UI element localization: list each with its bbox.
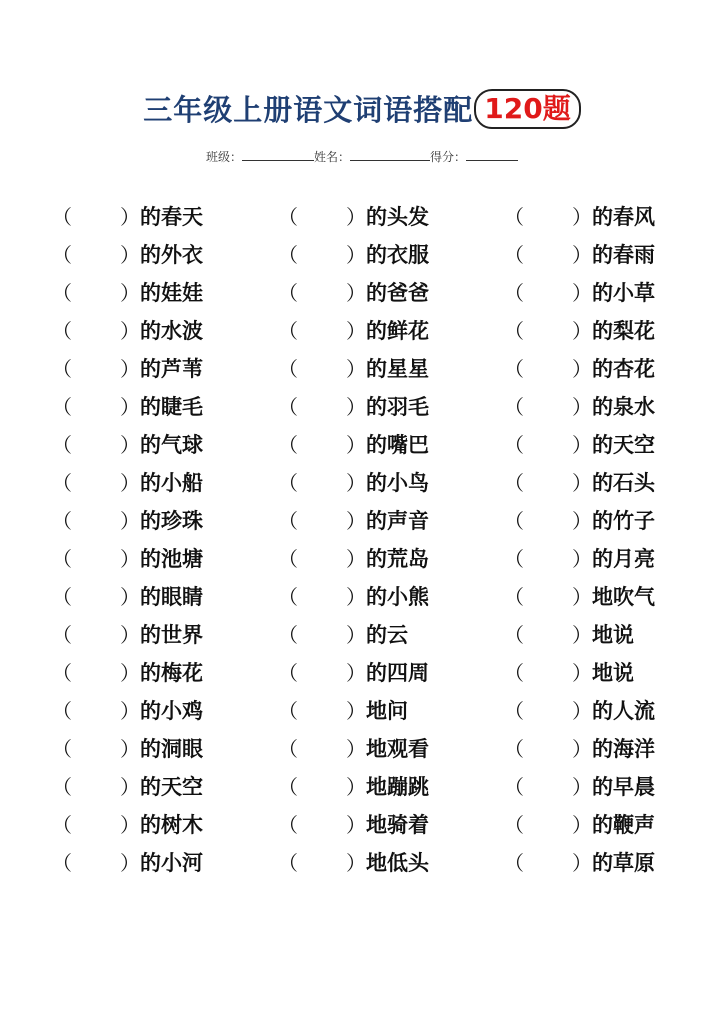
answer-blank-close: ）	[572, 547, 592, 571]
answer-blank-open[interactable]: （	[52, 509, 72, 533]
score-field[interactable]	[466, 148, 518, 161]
phrase-word: 的树木	[140, 813, 203, 837]
phrase-word: 的春天	[140, 205, 203, 229]
phrase-word: 的梨花	[592, 319, 655, 343]
phrase-word: 的小河	[140, 851, 203, 875]
phrase-word: 的云	[366, 623, 408, 647]
exercise-row	[0, 540, 724, 578]
answer-blank-open[interactable]: （	[52, 433, 72, 457]
answer-blank-close: ）	[572, 775, 592, 799]
answer-blank-close: ）	[346, 281, 366, 305]
answer-blank-close: ）	[346, 813, 366, 837]
exercise-row	[0, 312, 724, 350]
answer-blank-open[interactable]: （	[52, 205, 72, 229]
worksheet-title	[0, 88, 724, 129]
answer-blank-open[interactable]: （	[52, 395, 72, 419]
answer-blank-open[interactable]: （	[504, 433, 524, 457]
answer-blank-open[interactable]: （	[52, 775, 72, 799]
answer-blank-open[interactable]: （	[504, 243, 524, 267]
phrase-word: 的鞭声	[592, 813, 655, 837]
page-title: 三年级上册语文词语搭配	[143, 93, 474, 127]
phrase-word: 的衣服	[366, 243, 429, 267]
answer-blank-close: ）	[346, 509, 366, 533]
answer-blank-close: ）	[346, 243, 366, 267]
answer-blank-open[interactable]: （	[504, 547, 524, 571]
answer-blank-open[interactable]: （	[278, 319, 298, 343]
phrase-word: 地骑着	[366, 813, 429, 837]
answer-blank-close: ）	[120, 851, 140, 875]
phrase-word: 的草原	[592, 851, 655, 875]
phrase-word: 的洞眼	[140, 737, 203, 761]
answer-blank-close: ）	[572, 699, 592, 723]
exercise-row	[0, 274, 724, 312]
answer-blank-open[interactable]: （	[52, 661, 72, 685]
answer-blank-close: ）	[572, 509, 592, 533]
phrase-word: 的声音	[366, 509, 429, 533]
answer-blank-open[interactable]: （	[278, 243, 298, 267]
exercise-row	[0, 730, 724, 768]
answer-blank-close: ）	[346, 851, 366, 875]
answer-blank-open[interactable]: （	[278, 509, 298, 533]
answer-blank-close: ）	[346, 205, 366, 229]
exercise-row	[0, 692, 724, 730]
phrase-word: 的珍珠	[140, 509, 203, 533]
answer-blank-open[interactable]: （	[278, 585, 298, 609]
exercise-row	[0, 350, 724, 388]
phrase-word: 的小船	[140, 471, 203, 495]
exercise-row	[0, 578, 724, 616]
name-label: 姓名：	[313, 150, 350, 164]
phrase-word: 的星星	[366, 357, 429, 381]
phrase-word: 的天空	[592, 433, 655, 457]
phrase-word: 的四周	[366, 661, 429, 685]
phrase-word: 的头发	[366, 205, 429, 229]
answer-blank-open[interactable]: （	[278, 357, 298, 381]
answer-blank-close: ）	[120, 813, 140, 837]
answer-blank-open[interactable]: （	[52, 699, 72, 723]
answer-blank-close: ）	[346, 775, 366, 799]
answer-blank-close: ）	[572, 737, 592, 761]
answer-blank-open[interactable]: （	[278, 471, 298, 495]
answer-blank-close: ）	[120, 547, 140, 571]
class-field[interactable]	[242, 148, 314, 161]
phrase-word: 的芦苇	[140, 357, 203, 381]
answer-blank-close: ）	[572, 623, 592, 647]
answer-blank-open[interactable]: （	[504, 813, 524, 837]
phrase-word: 的娃娃	[140, 281, 203, 305]
phrase-word: 地吹气	[592, 585, 655, 609]
answer-blank-open[interactable]: （	[504, 585, 524, 609]
phrase-word: 的鲜花	[366, 319, 429, 343]
phrase-word: 的春风	[592, 205, 655, 229]
score-label: 得分：	[430, 150, 467, 164]
answer-blank-open[interactable]: （	[52, 585, 72, 609]
phrase-word: 的石头	[592, 471, 655, 495]
answer-blank-close: ）	[120, 585, 140, 609]
phrase-word: 的外衣	[140, 243, 203, 267]
answer-blank-open[interactable]: （	[278, 433, 298, 457]
answer-blank-close: ）	[120, 661, 140, 685]
answer-blank-close: ）	[572, 433, 592, 457]
phrase-word: 的羽毛	[366, 395, 429, 419]
answer-blank-open[interactable]: （	[52, 851, 72, 875]
answer-blank-close: ）	[346, 547, 366, 571]
answer-blank-close: ）	[120, 775, 140, 799]
phrase-word: 的春雨	[592, 243, 655, 267]
answer-blank-open[interactable]: （	[52, 357, 72, 381]
phrase-word: 的爸爸	[366, 281, 429, 305]
answer-blank-close: ）	[572, 471, 592, 495]
answer-blank-open[interactable]: （	[504, 699, 524, 723]
answer-blank-open[interactable]: （	[504, 661, 524, 685]
phrase-word: 的小草	[592, 281, 655, 305]
answer-blank-open[interactable]: （	[52, 547, 72, 571]
phrase-word: 的水波	[140, 319, 203, 343]
answer-blank-open[interactable]: （	[52, 319, 72, 343]
phrase-word: 的睫毛	[140, 395, 203, 419]
answer-blank-close: ）	[346, 319, 366, 343]
answer-blank-open[interactable]: （	[278, 699, 298, 723]
phrase-word: 地低头	[366, 851, 429, 875]
answer-blank-open[interactable]: （	[504, 623, 524, 647]
phrase-word: 地观看	[366, 737, 429, 761]
answer-blank-close: ）	[346, 699, 366, 723]
phrase-word: 的嘴巴	[366, 433, 429, 457]
answer-blank-open[interactable]: （	[52, 243, 72, 267]
answer-blank-close: ）	[346, 395, 366, 419]
answer-blank-open[interactable]: （	[278, 547, 298, 571]
answer-blank-close: ）	[572, 395, 592, 419]
phrase-word: 地说	[592, 661, 634, 685]
answer-blank-open[interactable]: （	[278, 775, 298, 799]
answer-blank-open[interactable]: （	[52, 281, 72, 305]
answer-blank-open[interactable]: （	[504, 395, 524, 419]
phrase-word: 的荒岛	[366, 547, 429, 571]
answer-blank-open[interactable]: （	[278, 281, 298, 305]
exercise-row	[0, 388, 724, 426]
answer-blank-close: ）	[120, 281, 140, 305]
answer-blank-close: ）	[346, 357, 366, 381]
phrase-word: 的眼睛	[140, 585, 203, 609]
phrase-word: 地说	[592, 623, 634, 647]
answer-blank-open[interactable]: （	[52, 623, 72, 647]
answer-blank-close: ）	[120, 623, 140, 647]
answer-blank-open[interactable]: （	[504, 471, 524, 495]
answer-blank-open[interactable]: （	[52, 737, 72, 761]
exercise-row	[0, 616, 724, 654]
answer-blank-close: ）	[572, 813, 592, 837]
phrase-word: 的人流	[592, 699, 655, 723]
answer-blank-open[interactable]: （	[278, 737, 298, 761]
answer-blank-open[interactable]: （	[504, 775, 524, 799]
answer-blank-close: ）	[120, 357, 140, 381]
answer-blank-close: ）	[120, 319, 140, 343]
answer-blank-open[interactable]: （	[278, 205, 298, 229]
phrase-word: 的早晨	[592, 775, 655, 799]
phrase-word: 的小鸟	[366, 471, 429, 495]
answer-blank-close: ）	[120, 243, 140, 267]
phrase-word: 的气球	[140, 433, 203, 457]
answer-blank-close: ）	[572, 357, 592, 381]
exercise-row	[0, 844, 724, 882]
answer-blank-open[interactable]: （	[278, 851, 298, 875]
answer-blank-close: ）	[120, 699, 140, 723]
phrase-word: 地问	[366, 699, 408, 723]
answer-blank-close: ）	[120, 471, 140, 495]
exercise-row	[0, 464, 724, 502]
answer-blank-close: ）	[572, 661, 592, 685]
exercise-row	[0, 198, 724, 236]
exercise-row	[0, 502, 724, 540]
answer-blank-close: ）	[572, 281, 592, 305]
class-label: 班级：	[205, 150, 242, 164]
answer-blank-open[interactable]: （	[52, 813, 72, 837]
answer-blank-open[interactable]: （	[278, 661, 298, 685]
phrase-word: 的世界	[140, 623, 203, 647]
answer-blank-open[interactable]: （	[504, 281, 524, 305]
phrase-word: 的海洋	[592, 737, 655, 761]
answer-blank-close: ）	[120, 509, 140, 533]
answer-blank-open[interactable]: （	[504, 851, 524, 875]
answer-blank-close: ）	[572, 319, 592, 343]
exercise-row	[0, 654, 724, 692]
answer-blank-close: ）	[346, 585, 366, 609]
exercise-row	[0, 806, 724, 844]
phrase-word: 的竹子	[592, 509, 655, 533]
answer-blank-close: ）	[572, 851, 592, 875]
answer-blank-open[interactable]: （	[278, 395, 298, 419]
phrase-word: 的池塘	[140, 547, 203, 571]
phrase-word: 地蹦跳	[366, 775, 429, 799]
answer-blank-close: ）	[120, 433, 140, 457]
phrase-word: 的小鸡	[140, 699, 203, 723]
answer-blank-open[interactable]: （	[504, 357, 524, 381]
answer-blank-close: ）	[120, 395, 140, 419]
phrase-word: 的小熊	[366, 585, 429, 609]
exercise-row	[0, 768, 724, 806]
answer-blank-open[interactable]: （	[52, 471, 72, 495]
question-count-badge: 120题	[474, 89, 580, 129]
student-info-row	[0, 148, 724, 165]
answer-blank-open[interactable]: （	[504, 509, 524, 533]
answer-blank-open[interactable]: （	[504, 319, 524, 343]
answer-blank-open[interactable]: （	[278, 813, 298, 837]
answer-blank-close: ）	[572, 205, 592, 229]
phrase-word: 的月亮	[592, 547, 655, 571]
exercise-row	[0, 236, 724, 274]
answer-blank-close: ）	[572, 243, 592, 267]
answer-blank-close: ）	[346, 433, 366, 457]
answer-blank-open[interactable]: （	[504, 205, 524, 229]
phrase-word: 的梅花	[140, 661, 203, 685]
answer-blank-close: ）	[346, 471, 366, 495]
exercise-row	[0, 426, 724, 464]
phrase-word: 的天空	[140, 775, 203, 799]
answer-blank-close: ）	[346, 737, 366, 761]
answer-blank-close: ）	[572, 585, 592, 609]
answer-blank-close: ）	[120, 205, 140, 229]
answer-blank-close: ）	[346, 661, 366, 685]
exercise-grid	[0, 198, 724, 882]
answer-blank-open[interactable]: （	[278, 623, 298, 647]
answer-blank-close: ）	[346, 623, 366, 647]
phrase-word: 的泉水	[592, 395, 655, 419]
answer-blank-close: ）	[120, 737, 140, 761]
name-field[interactable]	[350, 148, 430, 161]
answer-blank-open[interactable]: （	[504, 737, 524, 761]
phrase-word: 的杏花	[592, 357, 655, 381]
